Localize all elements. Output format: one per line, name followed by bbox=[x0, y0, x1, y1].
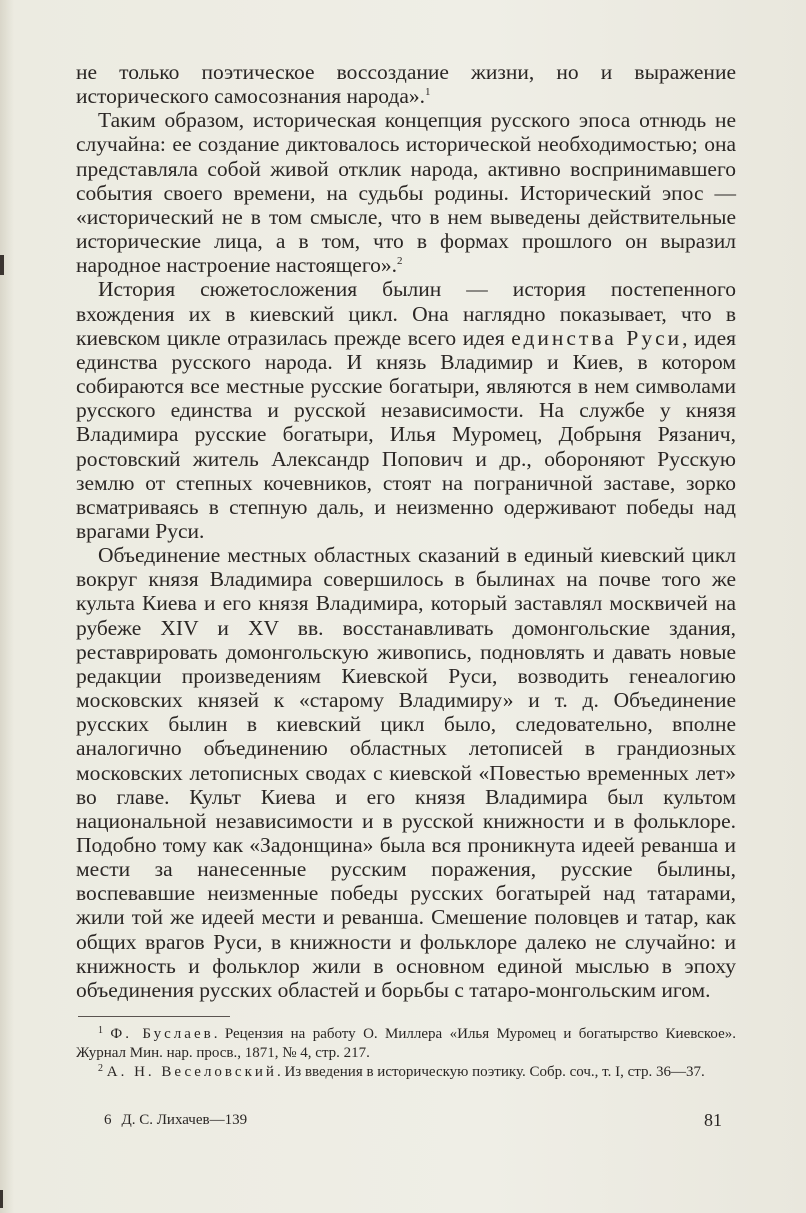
binding-edge-mark bbox=[0, 255, 4, 275]
paragraph: Объединение местных областных сказаний в единый киевский цикл вокруг князя Владимира совершилось в былинах на почве того же культа Киева и его князя Владимира, который заставлял москвичей на рубеже XIV и XV вв. восстанавливать домонгольские здания, реставрировать домонгольскую живопись, подновлять и давать новые редакции произведениям Киевской Руси, возводить генеалогию московских князей к «старому Владимиру» и т. д. Объединение русских былин в киевский цикл было, следовательно, вполне аналогично объединению областных летописей в грандиозных московских летописных сводах с киевской «Повестью временных лет» во главе. Культ Киева и его князя Владимира был культом национальной независимости и в русской книжности и в фольклоре. Подобно тому как «Задонщина» была вся проникнута идеей реванша и мести за нанесенные русским поражения, русские былины, воспевавшие неизменные победы русских богатырей над татарами, жили той же идеей мести и реванша. Смешение половцев и татар, как общих врагов Руси, в книжности и фольклоре далеко не случайно: и книжность и фольклор жили в основном единой мыслью в эпоху объединения русских областей и борьбы с татаро-монгольским игом. bbox=[76, 543, 736, 1002]
footnote-ref: 2 bbox=[396, 255, 403, 268]
footnote: $^1$ Ф. Буслаев. Рецензия на работу О. Миллера «Илья Муромец и богатырство Киевское». Журнал Мин. нар. просв., 1871, № 4, стр. 217. bbox=[76, 1025, 737, 1061]
footnote-author: А. Н. Веселовский bbox=[106, 1064, 277, 1080]
main-text bbox=[76, 60, 736, 1002]
page-number: 81 bbox=[704, 1110, 722, 1130]
signature-line bbox=[104, 1112, 247, 1129]
footnote-author: Ф. Буслаев bbox=[110, 1026, 214, 1042]
paragraph: не только поэтическое воссоздание жизни, но и выражение исторического самосознания народа».$^1$ bbox=[76, 60, 736, 109]
signature-mark: 6 bbox=[104, 1112, 112, 1128]
binding-edge-mark bbox=[0, 1190, 3, 1208]
footnote-ref: 1 bbox=[425, 86, 431, 99]
paragraph: История сюжетосложения былин — история постепенного вхождения их в киевский цикл. Она наглядно показывает, что в киевском цикле отразилась прежде всего идея единства Руси, идея единства русского народа. И князь Владимир и Киев, в котором собираются все местные русские богатыри, являются в нем символами русского единства и русской независимости. На службе у князя Владимира русские богатыри, Илья Муромец, Добрыня Рязанич, ростовский житель Александр Попович и др., обороняют Русскую землю от степных кочевников, стоят на пограничной заставе, зорко всматриваясь в степную даль, и неизменно одерживают победы над врагами Руси. bbox=[76, 277, 736, 543]
paragraph: Таким образом, историческая концепция русского эпоса отнюдь не случайна: ее создание диктовалось исторической необходимостью; она представляла собой живой отклик народа, активно воспринимавшего события своего времени, на судьбы родины. Исторический эпос — «исторический не в том смысле, что в нем выведены действительные исторические лица, а в том, что в формах прошлого он выразил народное настроение настоящего».$^2$ bbox=[76, 108, 736, 278]
footnote: $^2$ А. Н. Веселовский. Из введения в историческую поэтику. Собр. соч., т. I, стр. 36—37. bbox=[98, 1063, 705, 1080]
signature-text: Д. С. Лихачев—139 bbox=[121, 1112, 248, 1128]
footnote-divider bbox=[78, 1016, 230, 1017]
emphasis-spaced: единства Руси bbox=[511, 325, 683, 350]
footnotes bbox=[76, 1025, 736, 1082]
